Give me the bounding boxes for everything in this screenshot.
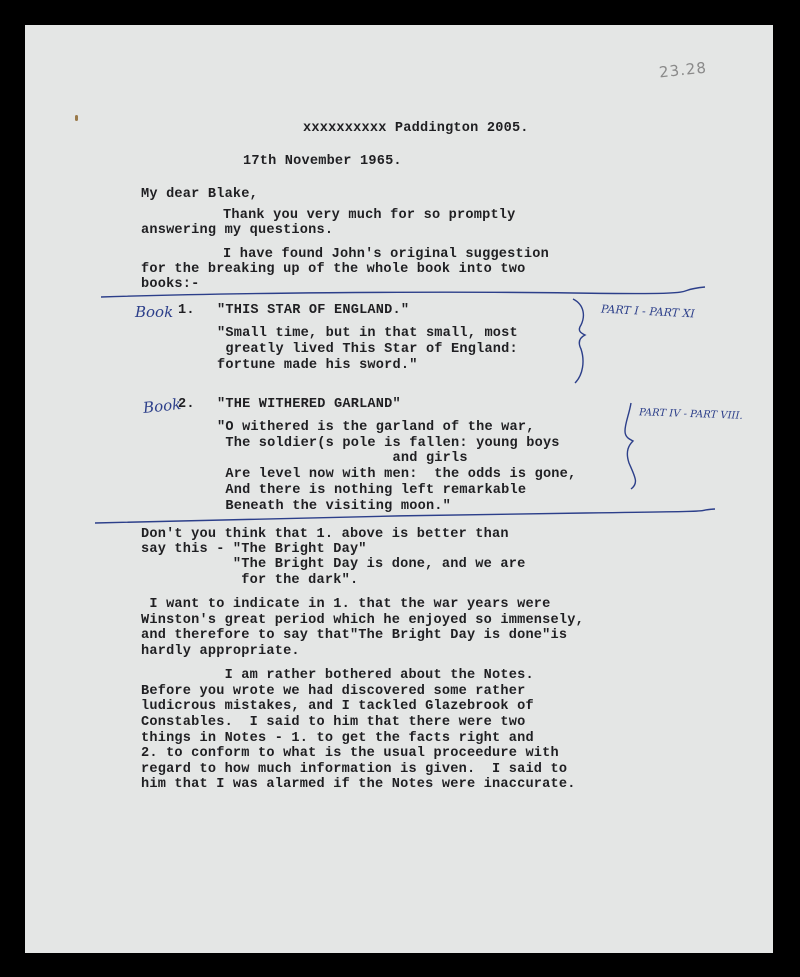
- para5-line5: things in Notes - 1. to get the facts right and: [141, 731, 534, 746]
- book2-quote-line3: and girls: [217, 451, 468, 466]
- book2-quote-line6: Beneath the visiting moon.": [217, 499, 452, 514]
- paper-mark: [75, 115, 78, 121]
- para5-line1: I am rather bothered about the Notes.: [141, 668, 534, 683]
- book1-hand-label: Book: [135, 303, 174, 321]
- book2-quote-line2: The soldier(s pole is fallen: young boys: [217, 436, 560, 451]
- book1-title: "THIS STAR OF ENGLAND.": [217, 303, 410, 318]
- page-number: 23.28: [658, 58, 708, 82]
- book1-hand-note: PART I - PART XI: [600, 302, 696, 321]
- book1-quote-line2: greatly lived This Star of England:: [217, 342, 518, 357]
- para4-line2: Winston's great period which he enjoyed so immensely,: [141, 613, 584, 628]
- para4-line1: I want to indicate in 1. that the war years were: [141, 597, 551, 612]
- para3-line2: say this - "The Bright Day": [141, 542, 367, 557]
- para5-line2: Before you wrote we had discovered some rather: [141, 684, 526, 699]
- para4-line3: and therefore to say that"The Bright Day is done"is: [141, 628, 568, 643]
- para1-line2: answering my questions.: [141, 223, 334, 238]
- book1-quote-line3: fortune made his sword.": [217, 358, 418, 373]
- book2-brace: [625, 403, 635, 489]
- para2-line2: for the breaking up of the whole book into two: [141, 262, 526, 277]
- book2-quote-line5: And there is nothing left remarkable: [217, 483, 527, 498]
- book2-title: "THE WITHERED GARLAND": [217, 397, 401, 412]
- book1-brace: [573, 299, 585, 383]
- para3-line1: Don't you think that 1. above is better than: [141, 527, 509, 542]
- para2-line3: books:-: [141, 277, 200, 292]
- para5-line8: him that I was alarmed if the Notes were inaccurate.: [141, 777, 576, 792]
- para3-line3: "The Bright Day is done, and we are: [141, 557, 526, 572]
- book2-quote-line1: "O withered is the garland of the war,: [217, 420, 535, 435]
- para4-line4: hardly appropriate.: [141, 644, 300, 659]
- para3-line4: for the dark".: [141, 573, 359, 588]
- book1-number: 1.: [178, 303, 195, 318]
- para5-line3: ludicrous mistakes, and I tackled Glazebrook of: [141, 699, 534, 714]
- para1-line1: Thank you very much for so promptly: [223, 208, 516, 223]
- para5-line6: 2. to conform to what is the usual proceedure with: [141, 746, 559, 761]
- book2-hand-label: Book: [142, 395, 183, 417]
- book1-quote-line1: "Small time, but in that small, most: [217, 326, 518, 341]
- book2-hand-note: PART IV - PART VIII.: [638, 407, 743, 422]
- book2-number: 2.: [178, 397, 195, 412]
- salutation: My dear Blake,: [141, 187, 259, 202]
- para5-line4: Constables. I said to him that there were two: [141, 715, 526, 730]
- book2-quote-line4: Are level now with men: the odds is gone,: [217, 467, 577, 482]
- letter-date: 17th November 1965.: [243, 154, 402, 169]
- para5-line7: regard to how much information is given. I said to: [141, 762, 568, 777]
- letterhead: xxxxxxxxxx Paddington 2005.: [303, 121, 529, 136]
- para2-line1: I have found John's original suggestion: [223, 247, 549, 262]
- letter-page: [25, 25, 773, 953]
